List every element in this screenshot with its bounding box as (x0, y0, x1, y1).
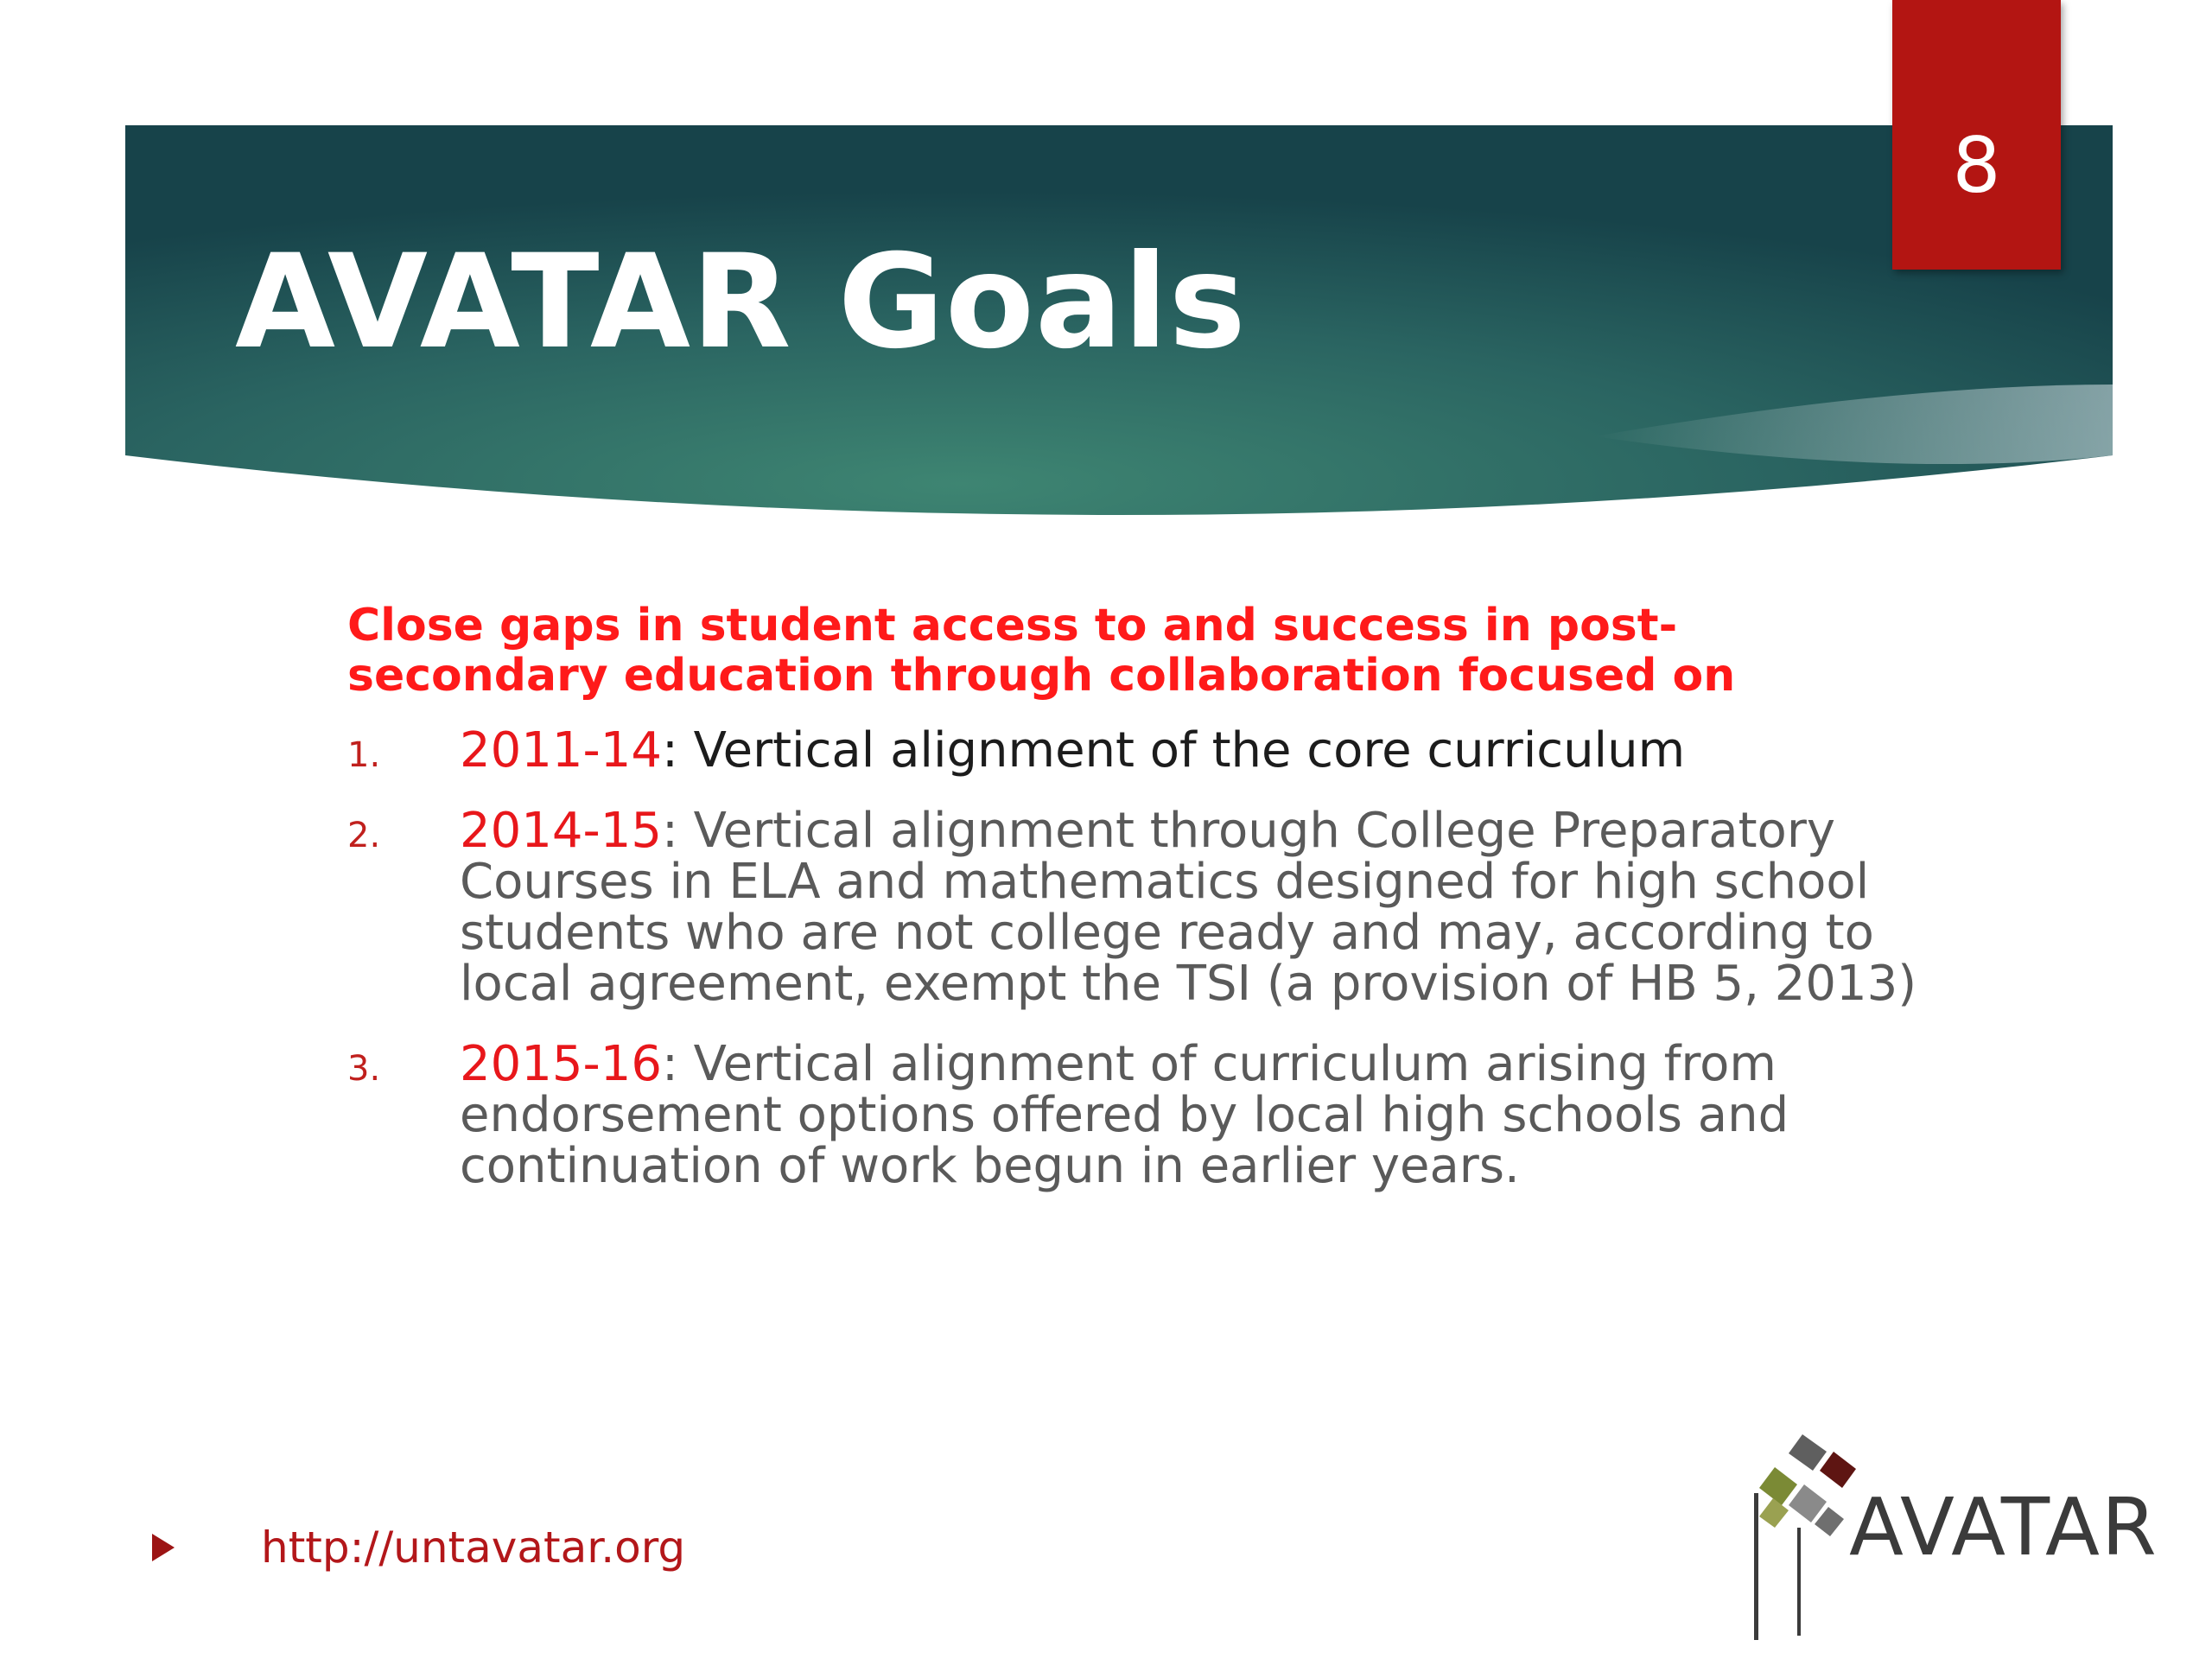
goal-text: : Vertical alignment through College Preparatory Courses in ELA and mathematics designed for high school students who are not college ready and may, according to local agreement, exempt the TSI (a provision of HB 5, 2013) (460, 803, 1917, 1012)
goal-text: : Vertical alignment of the core curriculum (661, 722, 1686, 779)
logo-text: AVATAR (1849, 1481, 2158, 1573)
goal-item-2 (347, 803, 1920, 1012)
slide-number: 8 (1952, 121, 2001, 210)
goals-intro: Close gaps in student access to and success in post-secondary education through collaboration focused on (347, 600, 1736, 702)
footer-link[interactable]: http://untavatar.org (261, 1522, 686, 1573)
goal-number: 3. (347, 1049, 381, 1089)
slide-number-box (1892, 0, 2061, 270)
goal-year: 2015-16 (460, 1036, 662, 1092)
goal-year: 2014-15 (460, 803, 662, 859)
goal-number: 1. (347, 735, 381, 775)
goal-number: 2. (347, 816, 381, 855)
goal-text: : Vertical alignment of curriculum arising from endorsement options offered by local high schools and continuation of work begun in earlier years. (460, 1036, 1789, 1194)
triangle-bullet-icon (152, 1534, 175, 1561)
slide-title: AVATAR Goals (235, 227, 1247, 378)
goals-content (347, 601, 1920, 1221)
goal-item-1 (347, 722, 1920, 779)
goal-item-3 (347, 1036, 1920, 1194)
footer-link-row (152, 1522, 685, 1573)
goal-year: 2011-14 (460, 722, 662, 779)
goal-list (347, 722, 1920, 1194)
